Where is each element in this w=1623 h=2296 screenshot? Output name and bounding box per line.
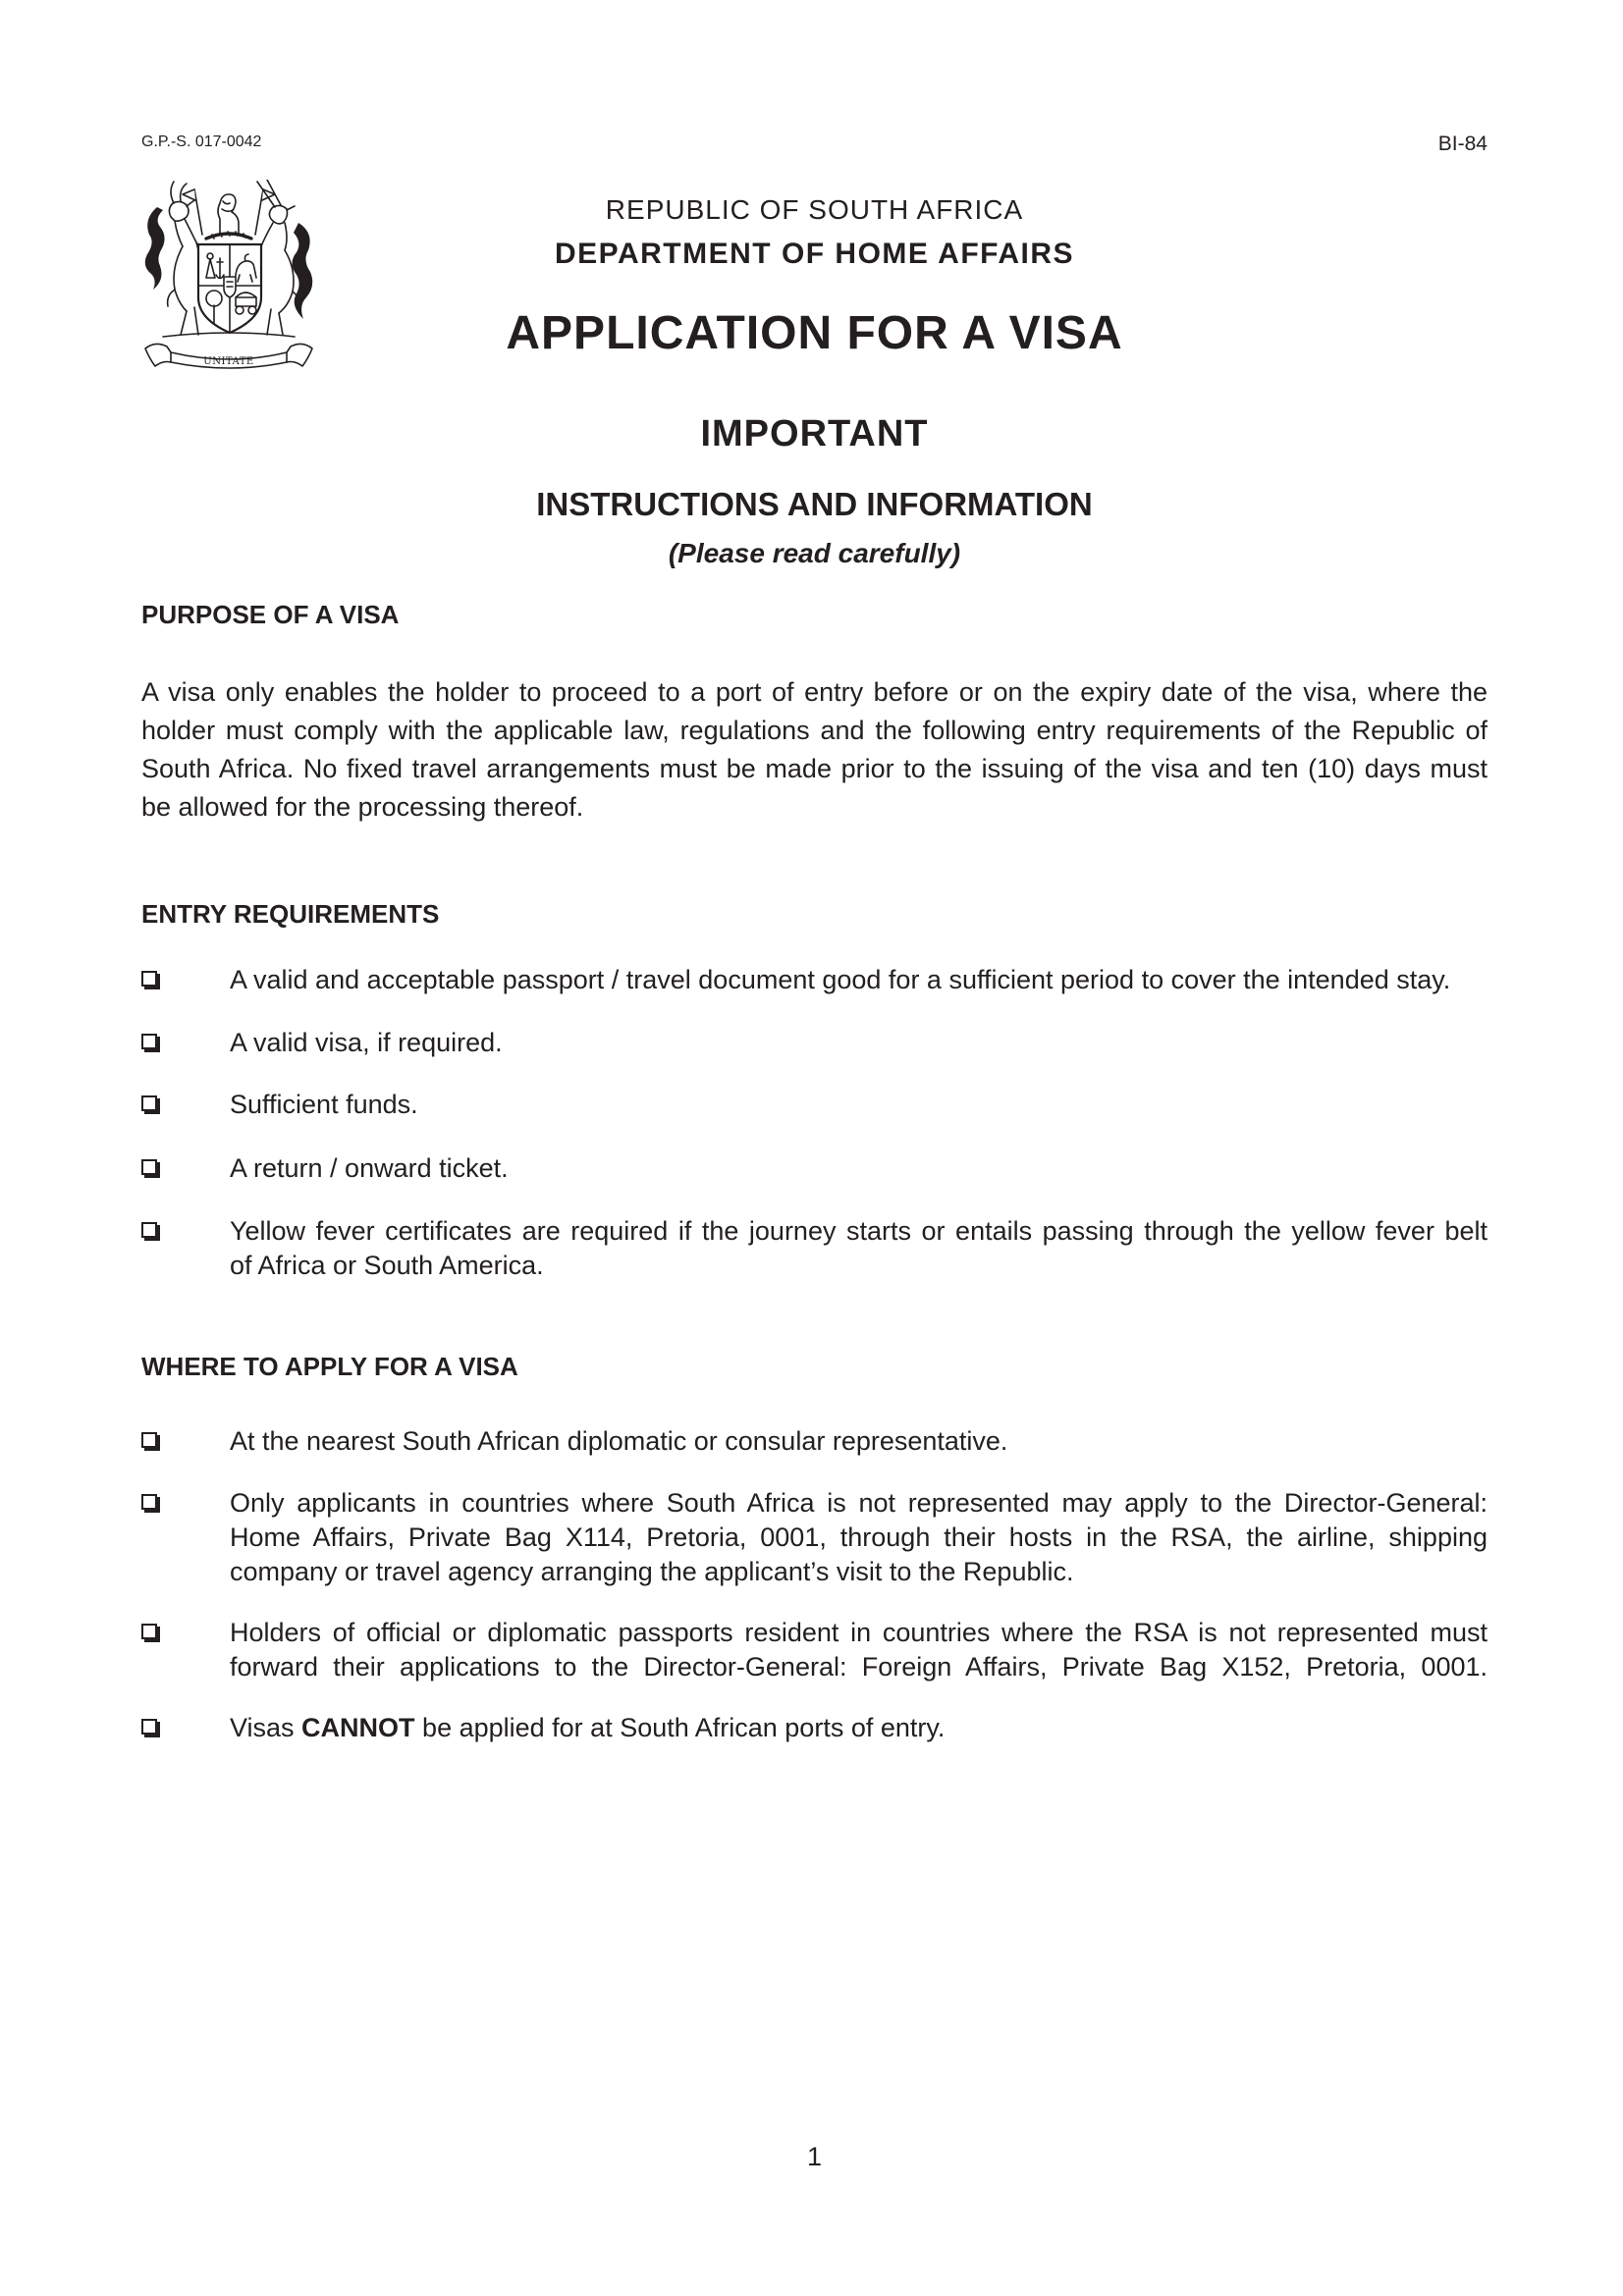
text-segment: be applied for at South African ports of entry. [414,1713,946,1742]
list-item [141,1711,1488,1745]
read-carefully-note: (Please read carefully) [668,538,961,568]
list-item-text: A valid and acceptable passport / travel document good for a sufficient period to cover the intended stay. [230,965,1451,994]
list-item-text: company or travel agency arranging the applicant’s visit to the Republic. [230,1557,1074,1586]
list-item [141,963,1488,997]
list-item [141,1151,1488,1186]
checkbox-bullet-icon [141,1095,157,1111]
checkbox-bullet-icon [141,1222,157,1238]
list-item-text: Only applicants in countries where South Africa is not represented may apply to the Director-General: [230,1488,1488,1518]
country-name: REPUBLIC OF SOUTH AFRICA [605,194,1024,225]
purpose-paragraph [141,673,1488,827]
list-item-text [230,1711,1488,1745]
checkbox-bullet-icon [141,1494,157,1510]
entry-requirements-heading: ENTRY REQUIREMENTS [141,899,440,929]
list-item [141,1616,1488,1684]
important-notice: IMPORTANT [700,413,929,454]
checkbox-bullet-icon [141,1159,157,1175]
list-item [141,1214,1488,1283]
page-title: APPLICATION FOR A VISA [506,307,1123,359]
list-item-text: Holders of official or diplomatic passports resident in countries where the RSA is not represented must [230,1618,1488,1647]
checkbox-bullet-icon [141,1719,157,1735]
checkbox-bullet-icon [141,1034,157,1049]
purpose-heading: PURPOSE OF A VISA [141,600,400,629]
list-item-text: A valid visa, if required. [230,1028,503,1057]
checkbox-bullet-icon [141,1432,157,1448]
page-number: 1 [806,2142,823,2171]
list-item [141,1026,1488,1060]
form-number: BI-84 [1437,133,1488,155]
list-item-text: forward their applications to the Director-General: Foreign Affairs, Private Bag X152, Pretoria, 0001. [230,1652,1488,1682]
list-item [141,1088,1488,1122]
checkbox-bullet-icon [141,971,157,987]
instructions-heading: INSTRUCTIONS AND INFORMATION [536,486,1093,522]
text-segment: Visas [230,1713,302,1742]
paragraph-line: A visa only enables the holder to proceed to a port of entry before or on the expiry date of the visa, where the [141,677,1488,707]
list-item-text: of Africa or South America. [230,1251,544,1280]
paragraph-line: South Africa. No fixed travel arrangements must be made prior to the issuing of the visa and ten (10) days must [141,754,1488,783]
checkbox-bullet-icon [141,1624,157,1639]
form-code: G.P.-S. 017-0042 [141,133,262,150]
list-item-text: A return / onward ticket. [230,1153,509,1183]
list-item-text: At the nearest South African diplomatic or consular representative. [230,1426,1008,1456]
paragraph-line: holder must comply with the applicable law, regulations and the following entry requirements of the Republic of [141,716,1488,745]
emphasis-cannot: CANNOT [301,1713,415,1742]
list-item-text: Home Affairs, Private Bag X114, Pretoria, 0001, through their hosts in the RSA, the airline, shipping [230,1522,1488,1552]
where-to-apply-heading: WHERE TO APPLY FOR A VISA [141,1352,518,1381]
coat-of-arms-motto: UNITATE [203,356,254,367]
paragraph-line: be allowed for the processing thereof. [141,792,584,822]
department-name: DEPARTMENT OF HOME AFFAIRS [555,238,1074,270]
list-item-text: Yellow fever certificates are required if the journey starts or entails passing through the yellow fever belt [230,1216,1488,1246]
list-item [141,1424,1488,1459]
list-item [141,1486,1488,1589]
list-item-text: Sufficient funds. [230,1090,418,1119]
